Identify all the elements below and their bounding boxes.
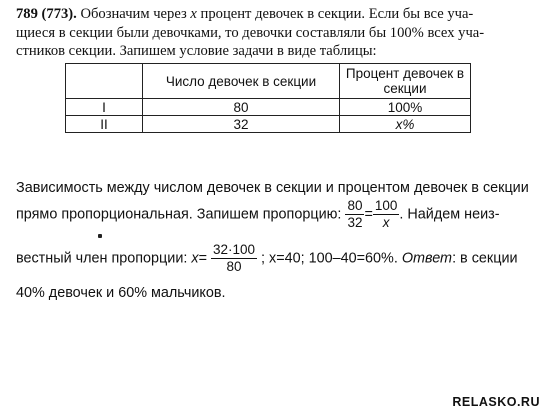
problem-text-1a: Обозначим через [76,6,191,22]
table-header-cell: Процент девочек в секции [340,64,471,99]
solution-line-3 [16,242,518,275]
table-cell: 100% [340,99,471,116]
problem-line-3: стников секции. Запишем условие задачи в виде таблицы: [16,43,377,59]
proportion-right-fraction [373,198,400,231]
problem-text-1b: процент девочек в секции. Если бы все уча- [196,6,474,22]
table-row [66,116,471,133]
table-cell: II [66,116,143,133]
table-cell: I [66,99,143,116]
ink-dot [98,234,102,238]
fraction-denominator: x [382,215,390,230]
fraction-numerator: 80 [347,198,363,213]
calc-equals: = [198,250,207,267]
fraction-denominator: 80 [226,259,242,274]
fraction-denominator: 32 [347,215,363,230]
table-header-cell: Число девочек в секции [143,64,340,99]
solution-text-3a: вестный член пропорции: [16,250,192,267]
variable-x: x [190,6,197,22]
proportion-equals: = [364,206,373,223]
table-row [66,99,471,116]
table-header-cell [66,64,143,99]
fraction-numerator: 100 [374,198,398,213]
solution-line-2 [16,198,500,231]
solution-text-2b: . Найдем неиз- [399,206,500,223]
calculation-fraction [211,242,257,275]
condition-table [65,63,471,133]
variable-x: x [191,250,199,267]
problem-line-1 [16,6,473,23]
table-cell: x% [340,116,471,133]
proportion-left-fraction [345,198,364,231]
solution-text-3c: : в секции [452,250,518,267]
table-header-row [66,64,471,99]
solution-line-1: Зависимость между числом девочек в секции и процентом девочек в секции [16,180,529,196]
solution-line-4: 40% девочек и 60% мальчиков. [16,285,226,301]
answer-label: Ответ [401,250,453,267]
solution-text-2a: прямо пропорциональная. Запишем пропорцию: [16,206,342,223]
site-watermark: RELASKO.RU [452,395,540,409]
solution-text-3b: ; x=40; 100–40=60%. [261,250,402,267]
problem-line-2: щиеся в секции были девочками, то девочки составляли бы 100% всех уча- [16,25,485,41]
fraction-numerator: 32·100 [212,242,256,257]
table-cell: 80 [143,99,340,116]
problem-number: 789 (773). [16,6,77,22]
table-cell: 32 [143,116,340,133]
